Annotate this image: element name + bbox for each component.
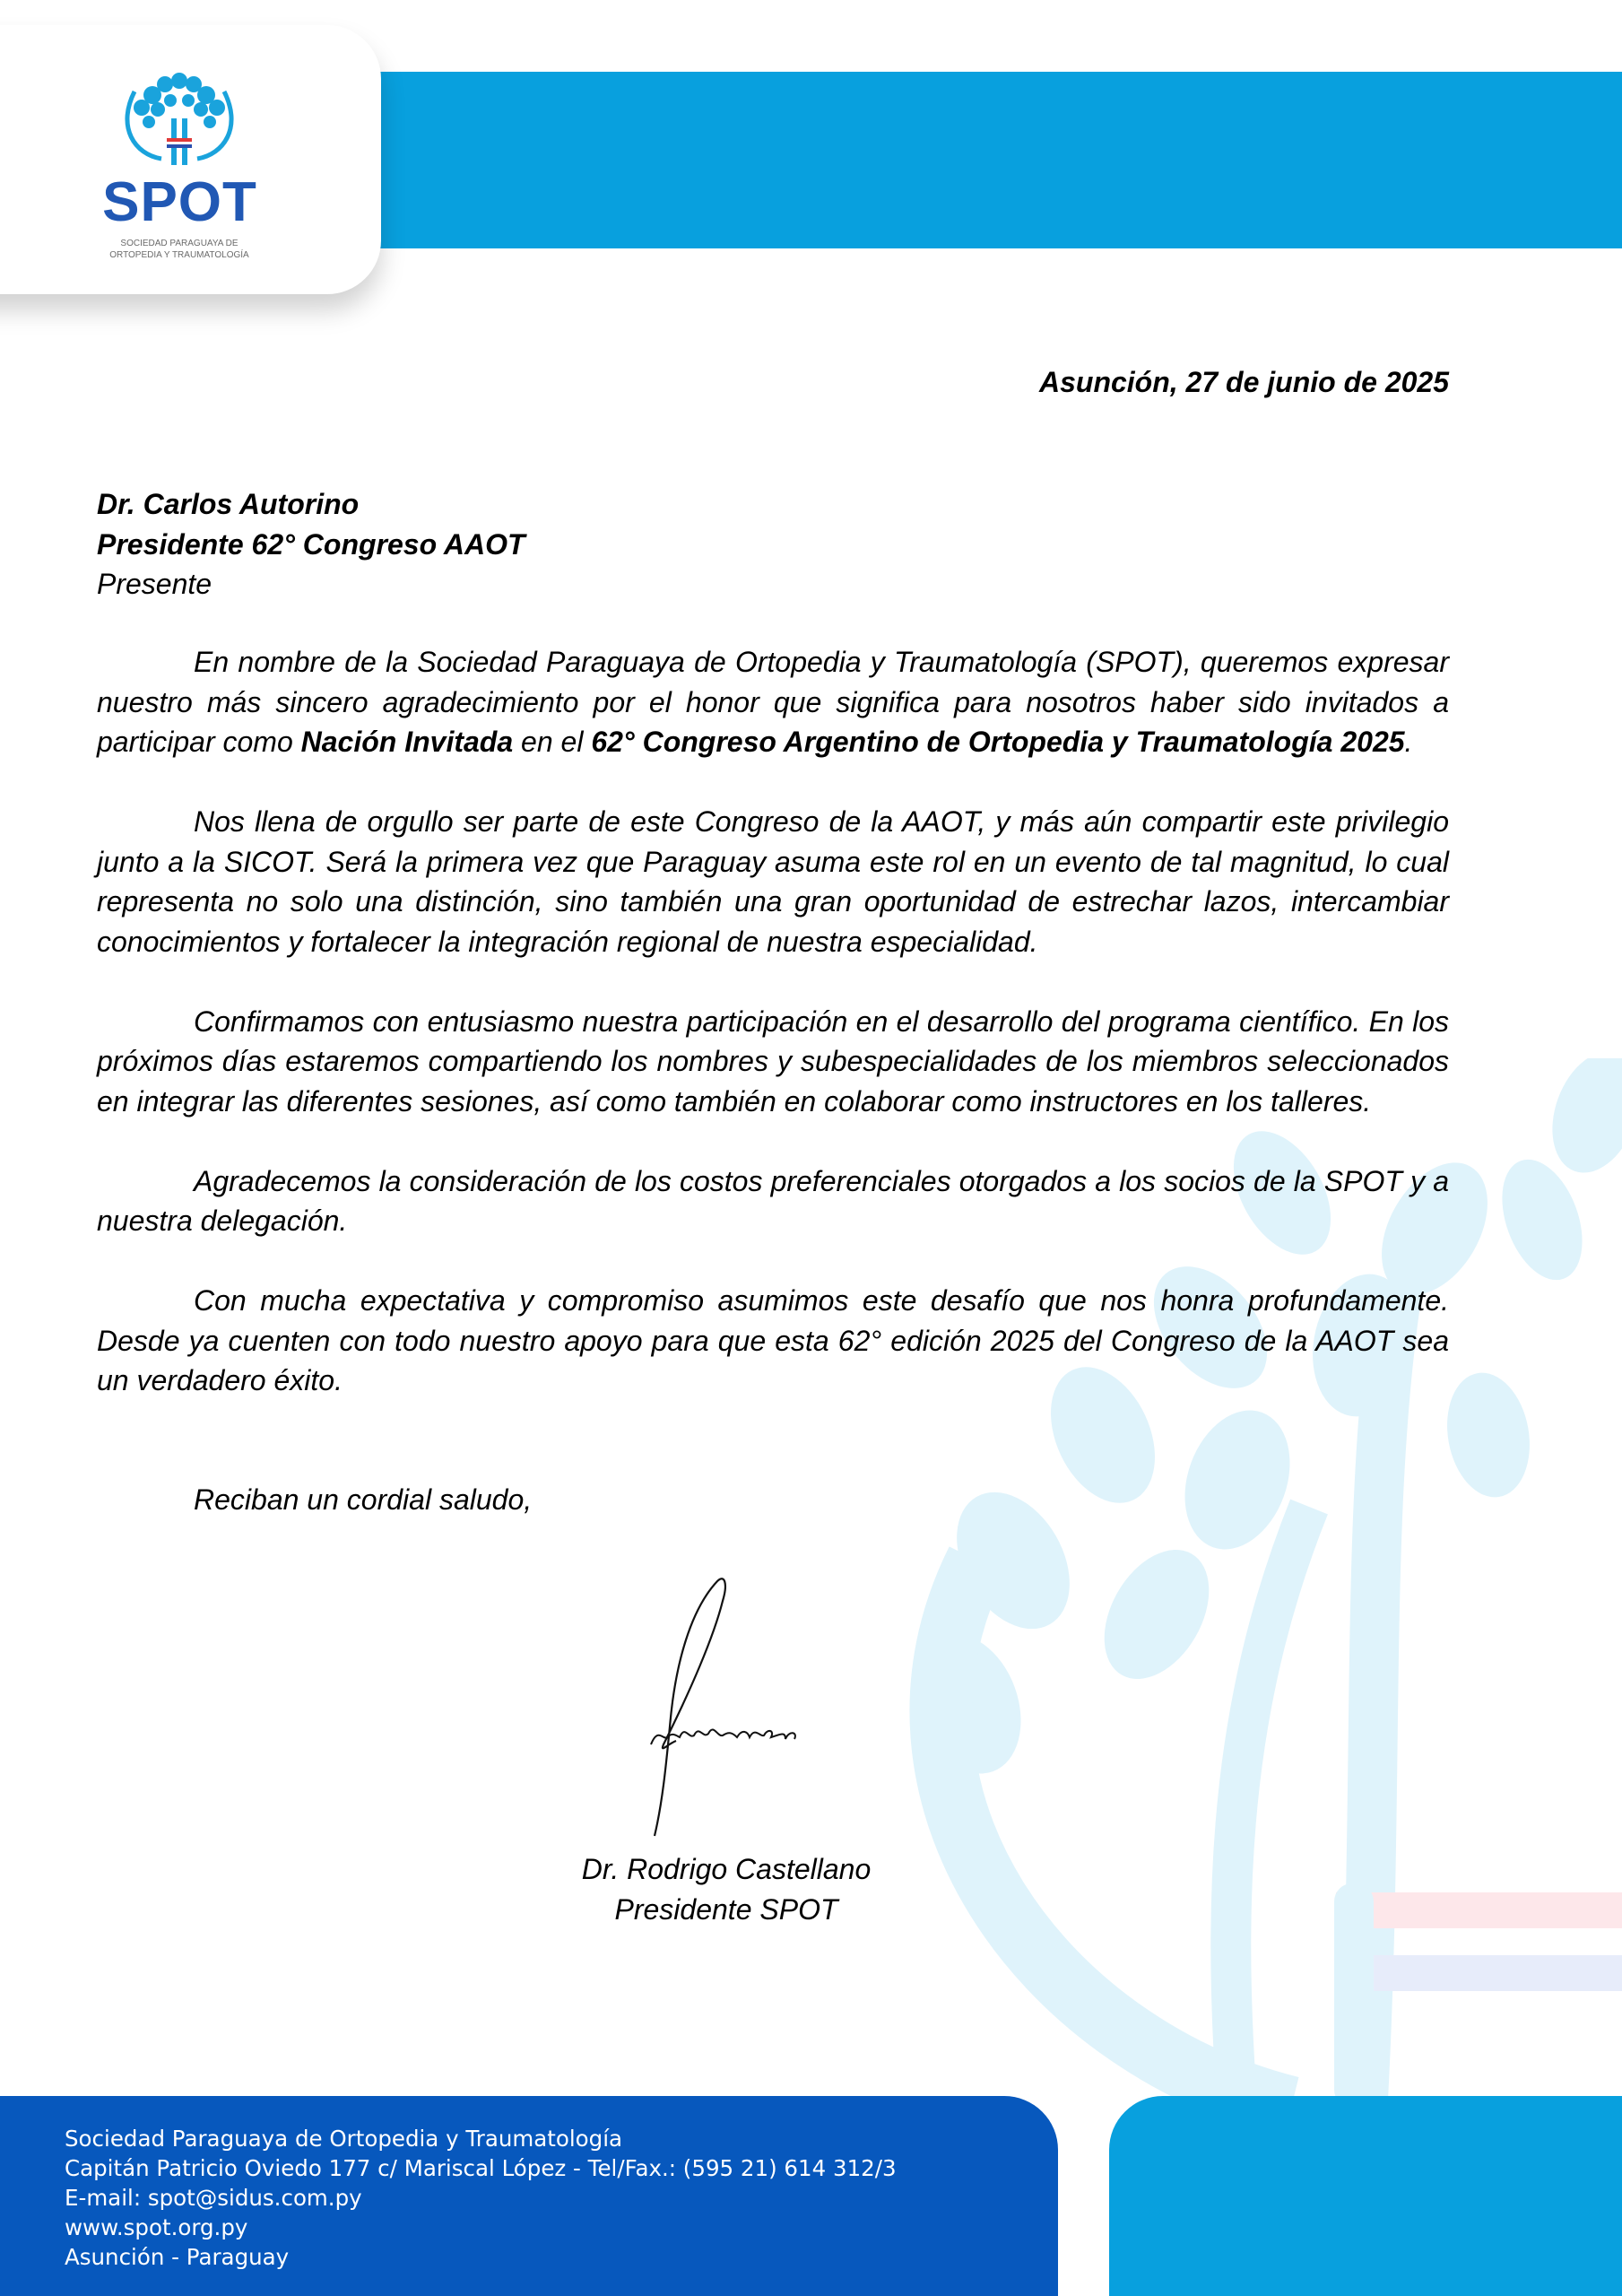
paragraph-3: Confirmamos con entusiasmo nuestra participación en el desarrollo del programa científico. En los próximos días estaremos compartiendo los nombres y subespecialidades de los miembros seleccionados en integrar las diferentes sesiones, así como también en colaborar como instructores en los talleres. — [97, 1004, 1449, 1118]
footer-city: Asunción - Paraguay — [65, 2244, 290, 2270]
paragraph-1: En nombre de la Sociedad Paraguaya de Ortopedia y Traumatología (SPOT), queremos expresar nuestro más sincero agradecimiento por el honor que significa para nosotros haber sido invitados a participar como Nación Invitada en el 62° Congreso Argentino de Ortopedia y Traumatología 2025. — [97, 646, 1449, 758]
signer-name: Dr. Rodrigo Castellano — [581, 1853, 872, 1885]
paragraph-4: Agradecemos la consideración de los costos preferenciales otorgados a los socios de la SPOT y a nuestra delegación. — [97, 1164, 1449, 1237]
letter-body — [97, 642, 1449, 1440]
paragraph-5: Con mucha expectativa y compromiso asumimos este desafío que nos honra profundamente. Desde ya cuenten con todo nuestro apoyo para que esta 62° edición 2025 del Congreso de la AAOT sea un verdadero éxito. — [97, 1284, 1449, 1396]
recipient-title: Presidente 62° Congreso AAOT — [97, 527, 525, 561]
footer-email: E-mail: spot@sidus.com.py — [65, 2185, 362, 2211]
header-bar — [341, 72, 1622, 248]
closing-line: Reciban un cordial saludo, — [194, 1483, 533, 1516]
congress-name: 62° Congreso Argentino de Ortopedia y Traumatología 2025 — [591, 726, 1405, 758]
footer-right-panel — [1109, 2096, 1622, 2296]
footer-website: www.spot.org.py — [65, 2214, 248, 2240]
recipient-name: Dr. Carlos Autorino — [97, 488, 360, 520]
signer-block — [502, 1849, 950, 1929]
paragraph-2: Nos llena de orgullo ser parte de este Congreso de la AAOT, y más aún compartir este privilegio junto a la SICOT. Será la primera vez que Paraguay asuma este rol en un evento de tal magnitud, lo cual representa no solo una distinción, sino también una gran oportunidad de estrechar lazos, intercambiar conocimientos y fortalecer la integración regional de nuestra especialidad. — [97, 805, 1449, 958]
logo-subtitle: SOCIEDAD PARAGUAYA DE ORTOPEDIA Y TRAUMATOLOGÍA — [109, 239, 249, 260]
recipient-block — [97, 484, 525, 604]
invited-nation: Nación Invitada — [300, 726, 514, 758]
spot-tree-logo-icon — [99, 65, 260, 168]
letter-date: Asunción, 27 de junio de 2025 — [1038, 366, 1449, 398]
footer-address: Capitán Patricio Oviedo 177 c/ Mariscal López - Tel/Fax.: (595 21) 614 312/3 — [65, 2155, 897, 2181]
handwritten-signature — [628, 1565, 843, 1843]
logo-wordmark: SPOT — [102, 171, 257, 233]
footer-contact — [65, 2124, 897, 2272]
footer-organization: Sociedad Paraguaya de Ortopedia y Traumatología — [65, 2126, 623, 2152]
recipient-salutation: Presente — [97, 568, 213, 600]
signer-title: Presidente SPOT — [614, 1892, 838, 1926]
